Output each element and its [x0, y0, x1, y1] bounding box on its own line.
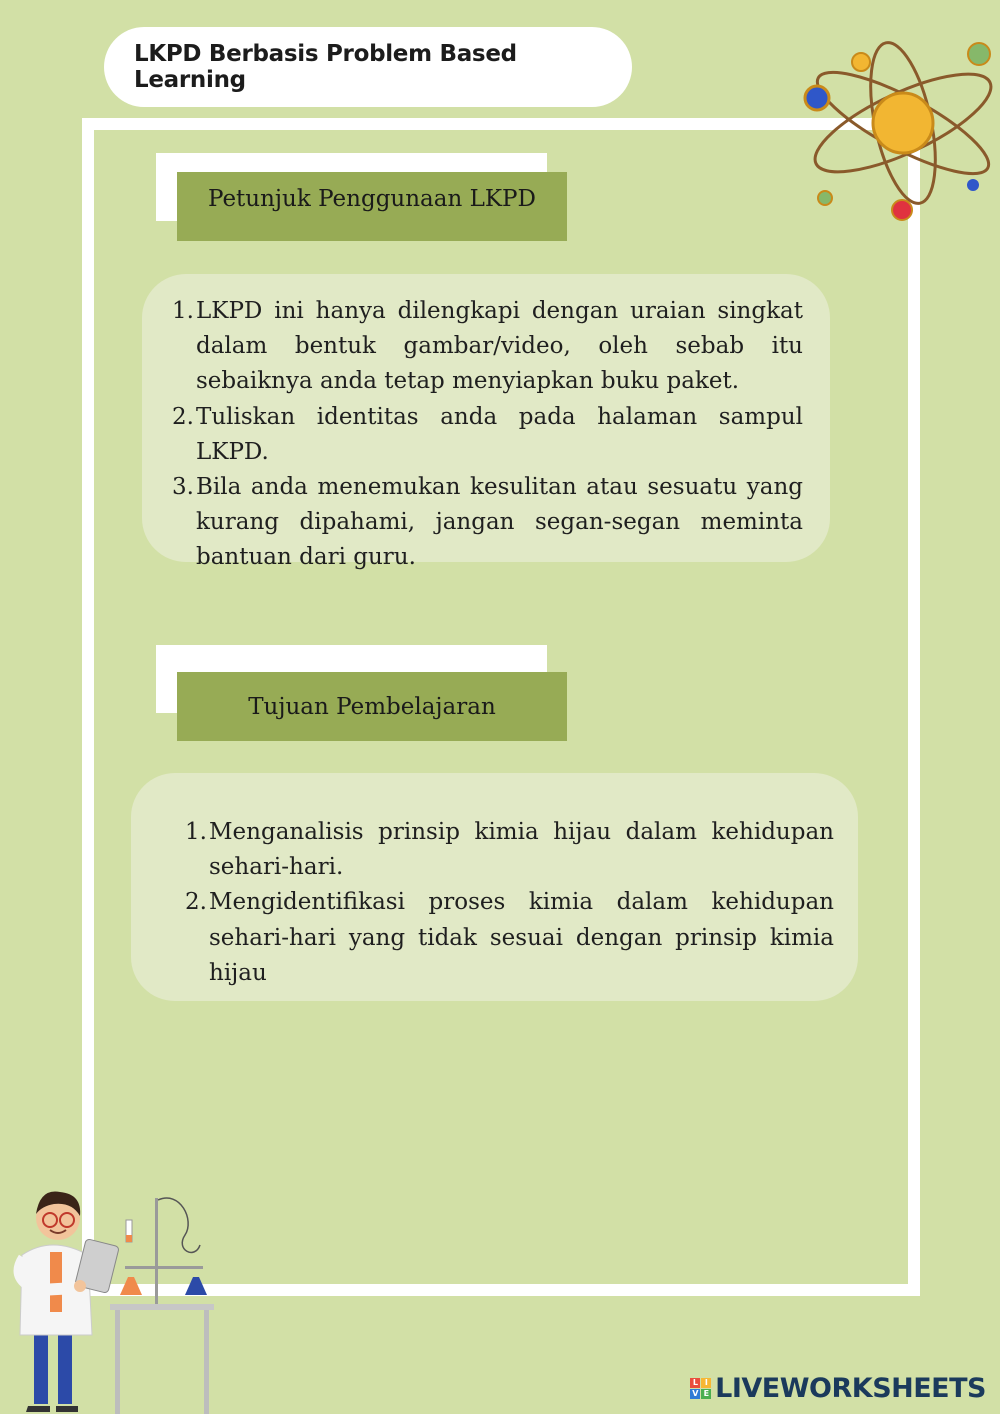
liveworksheets-text: LIVEWORKSHEETS — [715, 1373, 986, 1404]
list-item: 1. Menganalisis prinsip kimia hijau dalam kehidupan sehari-hari. — [185, 819, 834, 881]
page-title: LKPD Berbasis Problem Based Learning — [134, 41, 517, 93]
section1-heading — [177, 172, 567, 241]
list-item: 2. Tuliskan identitas anda pada halaman sampul LKPD. — [172, 403, 803, 465]
scientist-illustration — [10, 1180, 225, 1414]
liveworksheets-logo — [690, 1373, 986, 1404]
list-item: 2. Mengidentifikasi proses kimia dalam kehidupan sehari-hari yang tidak sesuai dengan prinsip kimia hijau — [185, 889, 834, 986]
section1-heading-text: Petunjuk Penggunaan LKPD — [208, 185, 536, 212]
title-pill — [104, 27, 632, 107]
section2-heading — [177, 672, 567, 741]
atom-icon — [795, 35, 995, 225]
list-item: 1. LKPD ini hanya dilengkapi dengan uraian singkat dalam bentuk gambar/video, oleh sebab itu sebaiknya anda tetap menyiapkan buku paket. — [172, 298, 803, 395]
section2-heading-text: Tujuan Pembelajaran — [248, 693, 496, 720]
instructions-card — [142, 274, 830, 571]
instructions-list — [172, 294, 803, 576]
objectives-list — [185, 815, 834, 991]
list-item: 3. Bila anda menemukan kesulitan atau sesuatu yang kurang dipahami, jangan segan-segan meminta bantuan dari guru. — [172, 474, 803, 571]
objectives-card — [131, 773, 858, 1001]
liveworksheets-icon: L I V E — [690, 1378, 711, 1399]
